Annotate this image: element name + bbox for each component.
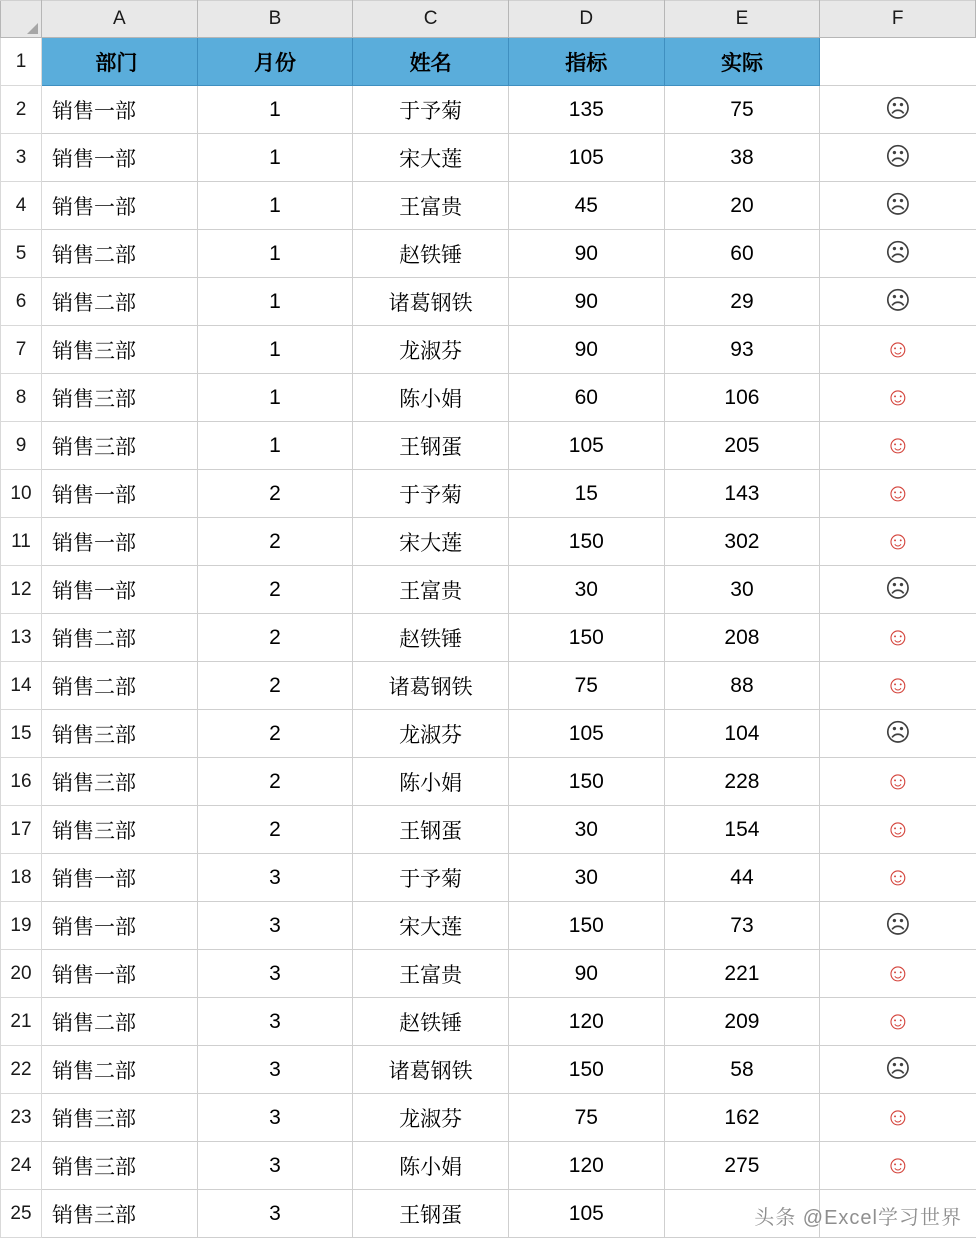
cell-month[interactable]: 1 [197, 422, 353, 470]
row-header[interactable]: 23 [1, 1094, 42, 1142]
column-header-a[interactable]: A [42, 1, 198, 38]
cell-department[interactable]: 销售三部 [42, 1094, 198, 1142]
header-cell[interactable]: 指标 [508, 38, 664, 86]
cell-month[interactable]: 3 [197, 950, 353, 998]
row-header[interactable]: 3 [1, 134, 42, 182]
cell-name[interactable]: 龙淑芬 [353, 710, 509, 758]
cell-name[interactable]: 王钢蛋 [353, 1190, 509, 1238]
table-row [1, 710, 976, 758]
sad-face-icon: ☹ [884, 910, 911, 939]
cell-name[interactable]: 龙淑芬 [353, 326, 509, 374]
cell-department[interactable]: 销售三部 [42, 1142, 198, 1190]
cell-actual[interactable]: 30 [664, 566, 820, 614]
table-row [1, 86, 976, 134]
table-row [1, 614, 976, 662]
cell-department[interactable]: 销售一部 [42, 902, 198, 950]
cell-target[interactable]: 150 [508, 518, 664, 566]
cell-department[interactable]: 销售一部 [42, 518, 198, 566]
cell-status[interactable] [820, 326, 976, 374]
cell-target[interactable]: 90 [508, 278, 664, 326]
header-cell-f[interactable] [820, 38, 976, 86]
cell-department[interactable]: 销售一部 [42, 566, 198, 614]
column-header-d[interactable]: D [508, 1, 664, 38]
cell-month[interactable]: 3 [197, 854, 353, 902]
cell-month[interactable]: 3 [197, 998, 353, 1046]
cell-actual[interactable]: 93 [664, 326, 820, 374]
column-header-row [1, 1, 976, 38]
cell-actual[interactable]: 221 [664, 950, 820, 998]
cell-status[interactable] [820, 1142, 976, 1190]
happy-face-icon: ☺ [885, 766, 911, 795]
cell-name[interactable]: 陈小娟 [353, 758, 509, 806]
column-header-f[interactable]: F [820, 1, 976, 38]
row-header[interactable]: 13 [1, 614, 42, 662]
cell-name[interactable]: 赵铁锤 [353, 230, 509, 278]
table-row [1, 1046, 976, 1094]
cell-department[interactable]: 销售一部 [42, 950, 198, 998]
cell-status[interactable] [820, 86, 976, 134]
table-row [1, 566, 976, 614]
cell-month[interactable]: 3 [197, 1046, 353, 1094]
cell-actual[interactable]: 154 [664, 806, 820, 854]
cell-status[interactable] [820, 902, 976, 950]
happy-face-icon: ☺ [885, 1102, 911, 1131]
cell-actual[interactable]: 44 [664, 854, 820, 902]
cell-actual[interactable]: 205 [664, 422, 820, 470]
cell-month[interactable]: 1 [197, 134, 353, 182]
cell-actual[interactable]: 209 [664, 998, 820, 1046]
cell-name[interactable]: 王富贵 [353, 566, 509, 614]
cell-name[interactable]: 于予菊 [353, 86, 509, 134]
cell-department[interactable]: 销售三部 [42, 326, 198, 374]
cell-month[interactable]: 2 [197, 614, 353, 662]
table-row [1, 422, 976, 470]
happy-face-icon: ☺ [885, 478, 911, 507]
cell-status[interactable] [820, 422, 976, 470]
table-row [1, 278, 976, 326]
cell-status[interactable] [820, 1046, 976, 1094]
cell-actual[interactable]: 302 [664, 518, 820, 566]
cell-target[interactable]: 105 [508, 134, 664, 182]
cell-target[interactable]: 60 [508, 374, 664, 422]
cell-target[interactable]: 75 [508, 662, 664, 710]
row-header[interactable]: 20 [1, 950, 42, 998]
cell-month[interactable]: 3 [197, 1094, 353, 1142]
table-row [1, 374, 976, 422]
table-row [1, 854, 976, 902]
cell-month[interactable]: 3 [197, 1190, 353, 1238]
cell-actual[interactable]: 106 [664, 374, 820, 422]
cell-target[interactable]: 150 [508, 758, 664, 806]
cell-department[interactable]: 销售一部 [42, 134, 198, 182]
cell-name[interactable]: 宋大莲 [353, 518, 509, 566]
header-cell[interactable]: 部门 [42, 38, 198, 86]
sad-face-icon: ☹ [884, 94, 911, 123]
cell-status[interactable] [820, 950, 976, 998]
table-row [1, 662, 976, 710]
happy-face-icon: ☺ [885, 862, 911, 891]
cell-name[interactable]: 王钢蛋 [353, 422, 509, 470]
table-row [1, 1142, 976, 1190]
cell-status[interactable] [820, 182, 976, 230]
cell-actual[interactable]: 38 [664, 134, 820, 182]
row-header[interactable]: 1 [1, 38, 42, 86]
header-cell[interactable]: 实际 [664, 38, 820, 86]
cell-month[interactable]: 3 [197, 902, 353, 950]
cell-name[interactable]: 宋大莲 [353, 902, 509, 950]
cell-target[interactable]: 105 [508, 422, 664, 470]
row-header[interactable]: 12 [1, 566, 42, 614]
cell-status[interactable] [820, 230, 976, 278]
cell-status[interactable] [820, 278, 976, 326]
row-header[interactable]: 17 [1, 806, 42, 854]
cell-name[interactable]: 赵铁锤 [353, 614, 509, 662]
cell-month[interactable]: 2 [197, 470, 353, 518]
sad-face-icon: ☹ [884, 142, 911, 171]
cell-department[interactable]: 销售二部 [42, 1046, 198, 1094]
table-row [1, 1190, 976, 1238]
happy-face-icon: ☺ [885, 1150, 911, 1179]
cell-department[interactable]: 销售二部 [42, 662, 198, 710]
row-header[interactable]: 9 [1, 422, 42, 470]
cell-status[interactable] [820, 518, 976, 566]
row-header[interactable]: 22 [1, 1046, 42, 1094]
cell-target[interactable]: 120 [508, 1142, 664, 1190]
cell-department[interactable]: 销售三部 [42, 758, 198, 806]
happy-face-icon: ☺ [885, 622, 911, 651]
row-header[interactable]: 6 [1, 278, 42, 326]
cell-target[interactable]: 105 [508, 710, 664, 758]
cell-status[interactable] [820, 1190, 976, 1238]
column-header-c[interactable]: C [353, 1, 509, 38]
cell-actual[interactable]: 275 [664, 1142, 820, 1190]
happy-face-icon: ☺ [885, 526, 911, 555]
cell-actual[interactable] [664, 1190, 820, 1238]
cell-actual[interactable]: 104 [664, 710, 820, 758]
cell-actual[interactable]: 20 [664, 182, 820, 230]
cell-month[interactable]: 1 [197, 326, 353, 374]
cell-month[interactable]: 2 [197, 518, 353, 566]
cell-target[interactable]: 150 [508, 902, 664, 950]
cell-department[interactable]: 销售一部 [42, 86, 198, 134]
cell-actual[interactable]: 162 [664, 1094, 820, 1142]
cell-month[interactable]: 1 [197, 230, 353, 278]
cell-status[interactable] [820, 758, 976, 806]
cell-name[interactable]: 龙淑芬 [353, 1094, 509, 1142]
row-header[interactable]: 2 [1, 86, 42, 134]
column-header-e[interactable]: E [664, 1, 820, 38]
row-header[interactable]: 18 [1, 854, 42, 902]
cell-target[interactable]: 150 [508, 1046, 664, 1094]
cell-month[interactable]: 1 [197, 278, 353, 326]
cell-actual[interactable]: 208 [664, 614, 820, 662]
cell-actual[interactable]: 60 [664, 230, 820, 278]
cell-department[interactable]: 销售二部 [42, 998, 198, 1046]
cell-actual[interactable]: 143 [664, 470, 820, 518]
cell-target[interactable]: 90 [508, 326, 664, 374]
cell-actual[interactable]: 228 [664, 758, 820, 806]
cell-month[interactable]: 1 [197, 374, 353, 422]
row-header[interactable]: 7 [1, 326, 42, 374]
row-header[interactable]: 25 [1, 1190, 42, 1238]
cell-actual[interactable]: 29 [664, 278, 820, 326]
cell-department[interactable]: 销售三部 [42, 1190, 198, 1238]
cell-name[interactable]: 诸葛钢铁 [353, 1046, 509, 1094]
cell-status[interactable] [820, 662, 976, 710]
row-header[interactable]: 10 [1, 470, 42, 518]
cell-month[interactable]: 2 [197, 566, 353, 614]
cell-department[interactable]: 销售三部 [42, 710, 198, 758]
happy-face-icon: ☺ [885, 958, 911, 987]
cell-target[interactable]: 75 [508, 1094, 664, 1142]
cell-department[interactable]: 销售二部 [42, 278, 198, 326]
table-row [1, 950, 976, 998]
sad-face-icon: ☹ [884, 1054, 911, 1083]
cell-month[interactable]: 2 [197, 758, 353, 806]
cell-actual[interactable]: 73 [664, 902, 820, 950]
cell-month[interactable]: 2 [197, 710, 353, 758]
table-row [1, 470, 976, 518]
cell-actual[interactable]: 58 [664, 1046, 820, 1094]
cell-name[interactable]: 于予菊 [353, 470, 509, 518]
cell-name[interactable]: 陈小娟 [353, 1142, 509, 1190]
cell-actual[interactable]: 88 [664, 662, 820, 710]
cell-name[interactable]: 王富贵 [353, 950, 509, 998]
row-header[interactable]: 8 [1, 374, 42, 422]
watermark-text: 头条 @Excel学习世界 [754, 1207, 962, 1229]
cell-department[interactable]: 销售三部 [42, 422, 198, 470]
table-row [1, 518, 976, 566]
table-row [1, 758, 976, 806]
header-cell[interactable]: 姓名 [353, 38, 509, 86]
cell-department[interactable]: 销售三部 [42, 374, 198, 422]
cell-status[interactable] [820, 134, 976, 182]
cell-target[interactable]: 15 [508, 470, 664, 518]
row-header[interactable]: 19 [1, 902, 42, 950]
cell-status[interactable] [820, 710, 976, 758]
sad-face-icon: ☹ [884, 190, 911, 219]
cell-month[interactable]: 2 [197, 662, 353, 710]
cell-department[interactable]: 销售三部 [42, 806, 198, 854]
cell-department[interactable]: 销售一部 [42, 182, 198, 230]
cell-target[interactable]: 90 [508, 230, 664, 278]
sad-face-icon: ☹ [884, 718, 911, 747]
table-row [1, 38, 976, 86]
cell-month[interactable]: 1 [197, 86, 353, 134]
select-all-corner[interactable] [1, 1, 42, 38]
sad-face-icon: ☹ [884, 286, 911, 315]
cell-actual[interactable]: 75 [664, 86, 820, 134]
header-cell[interactable]: 月份 [197, 38, 353, 86]
cell-name[interactable]: 诸葛钢铁 [353, 278, 509, 326]
sad-face-icon: ☹ [884, 238, 911, 267]
cell-name[interactable]: 王富贵 [353, 182, 509, 230]
cell-target[interactable]: 30 [508, 806, 664, 854]
cell-target[interactable]: 45 [508, 182, 664, 230]
cell-status[interactable] [820, 854, 976, 902]
cell-target[interactable]: 150 [508, 614, 664, 662]
cell-status[interactable] [820, 374, 976, 422]
cell-name[interactable]: 于予菊 [353, 854, 509, 902]
cell-target[interactable]: 90 [508, 950, 664, 998]
cell-name[interactable]: 赵铁锤 [353, 998, 509, 1046]
cell-target[interactable]: 120 [508, 998, 664, 1046]
row-header[interactable]: 4 [1, 182, 42, 230]
cell-status[interactable] [820, 566, 976, 614]
cell-department[interactable]: 销售一部 [42, 470, 198, 518]
table-row [1, 998, 976, 1046]
cell-target[interactable]: 135 [508, 86, 664, 134]
cell-department[interactable]: 销售二部 [42, 614, 198, 662]
cell-status[interactable] [820, 614, 976, 662]
cell-department[interactable]: 销售一部 [42, 854, 198, 902]
cell-department[interactable]: 销售二部 [42, 230, 198, 278]
happy-face-icon: ☺ [885, 430, 911, 459]
happy-face-icon: ☺ [885, 1006, 911, 1035]
happy-face-icon: ☺ [885, 334, 911, 363]
cell-name[interactable]: 宋大莲 [353, 134, 509, 182]
cell-name[interactable]: 诸葛钢铁 [353, 662, 509, 710]
table-row [1, 182, 976, 230]
happy-face-icon: ☺ [885, 670, 911, 699]
row-header[interactable]: 21 [1, 998, 42, 1046]
cell-target[interactable]: 30 [508, 566, 664, 614]
cell-month[interactable]: 2 [197, 806, 353, 854]
happy-face-icon: ☺ [885, 814, 911, 843]
table-row [1, 902, 976, 950]
cell-target[interactable]: 105 [508, 1190, 664, 1238]
cell-name[interactable]: 王钢蛋 [353, 806, 509, 854]
table-row [1, 326, 976, 374]
cell-status[interactable] [820, 806, 976, 854]
table-row [1, 1094, 976, 1142]
cell-month[interactable]: 1 [197, 182, 353, 230]
cell-target[interactable]: 30 [508, 854, 664, 902]
table-row [1, 806, 976, 854]
cell-status[interactable] [820, 1094, 976, 1142]
column-header-b[interactable]: B [197, 1, 353, 38]
row-header[interactable]: 14 [1, 662, 42, 710]
cell-name[interactable]: 陈小娟 [353, 374, 509, 422]
row-header[interactable]: 15 [1, 710, 42, 758]
row-header[interactable]: 16 [1, 758, 42, 806]
grid-body [1, 38, 976, 1238]
happy-face-icon: ☺ [885, 382, 911, 411]
sad-face-icon: ☹ [884, 574, 911, 603]
row-header[interactable]: 24 [1, 1142, 42, 1190]
row-header[interactable]: 5 [1, 230, 42, 278]
table-row [1, 230, 976, 278]
cell-status[interactable] [820, 470, 976, 518]
row-header[interactable]: 11 [1, 518, 42, 566]
cell-status[interactable] [820, 998, 976, 1046]
cell-month[interactable]: 3 [197, 1142, 353, 1190]
table-row [1, 134, 976, 182]
select-all-triangle-icon [27, 23, 38, 34]
